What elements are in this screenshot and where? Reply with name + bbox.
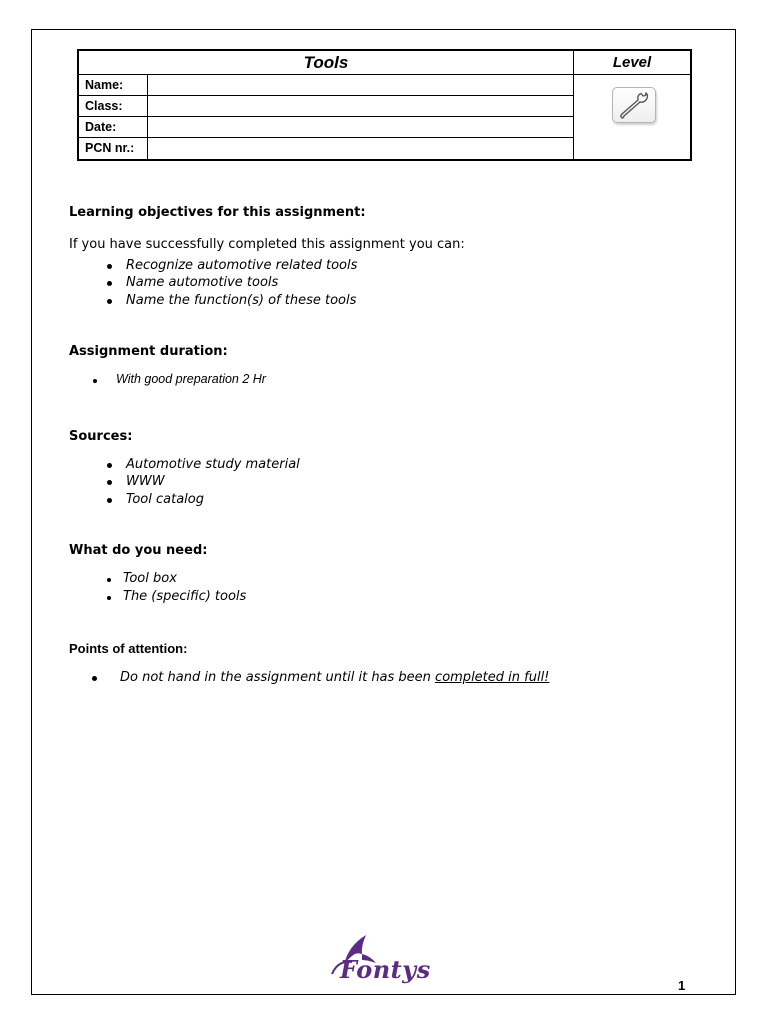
bullet-icon (107, 498, 112, 503)
objectives-heading: Learning objectives for this assignment: (69, 205, 366, 220)
bullet-icon (107, 596, 111, 600)
class-field[interactable] (148, 96, 574, 117)
document-title: Tools (79, 51, 574, 75)
sources-heading: Sources: (69, 429, 133, 444)
header-table (77, 49, 692, 161)
objective-item: Recognize automotive related tools (126, 258, 358, 273)
objective-item: Name the function(s) of these tools (126, 293, 357, 308)
pcn-field[interactable] (148, 138, 574, 159)
wrench-icon (616, 90, 652, 120)
name-field[interactable] (148, 75, 574, 96)
bullet-icon (93, 379, 97, 383)
name-label: Name: (79, 75, 148, 96)
bullet-icon (92, 676, 97, 681)
fontys-logo-text: Fontys (340, 955, 431, 984)
attention-text: Do not hand in the assignment until it has been (120, 670, 436, 685)
bullet-icon (107, 578, 111, 582)
attention-emphasis: completed in full! (435, 670, 550, 685)
objectives-intro: If you have successfully completed this assignment you can: (69, 237, 465, 252)
bullet-icon (107, 463, 112, 468)
need-item: Tool box (123, 571, 177, 586)
bullet-icon (107, 480, 112, 485)
attention-heading: Points of attention: (69, 641, 188, 656)
needs-heading: What do you need: (69, 543, 208, 558)
date-field[interactable] (148, 117, 574, 138)
class-label: Class: (79, 96, 148, 117)
page-number: 1 (678, 978, 686, 993)
objective-item: Name automotive tools (126, 275, 279, 290)
level-badge (612, 87, 656, 123)
source-item: Automotive study material (126, 457, 300, 472)
bullet-icon (107, 281, 112, 286)
attention-item (120, 670, 549, 685)
pcn-label: PCN nr.: (79, 138, 148, 159)
date-label: Date: (79, 117, 148, 138)
source-item: Tool catalog (126, 492, 204, 507)
source-item: WWW (126, 474, 165, 489)
duration-heading: Assignment duration: (69, 344, 228, 359)
page-frame (31, 29, 736, 995)
duration-item: With good preparation 2 Hr (116, 372, 266, 386)
bullet-icon (107, 299, 112, 304)
need-item: The (specific) tools (123, 589, 247, 604)
level-label: Level (574, 51, 690, 75)
bullet-icon (107, 264, 112, 269)
level-cell (574, 75, 690, 159)
